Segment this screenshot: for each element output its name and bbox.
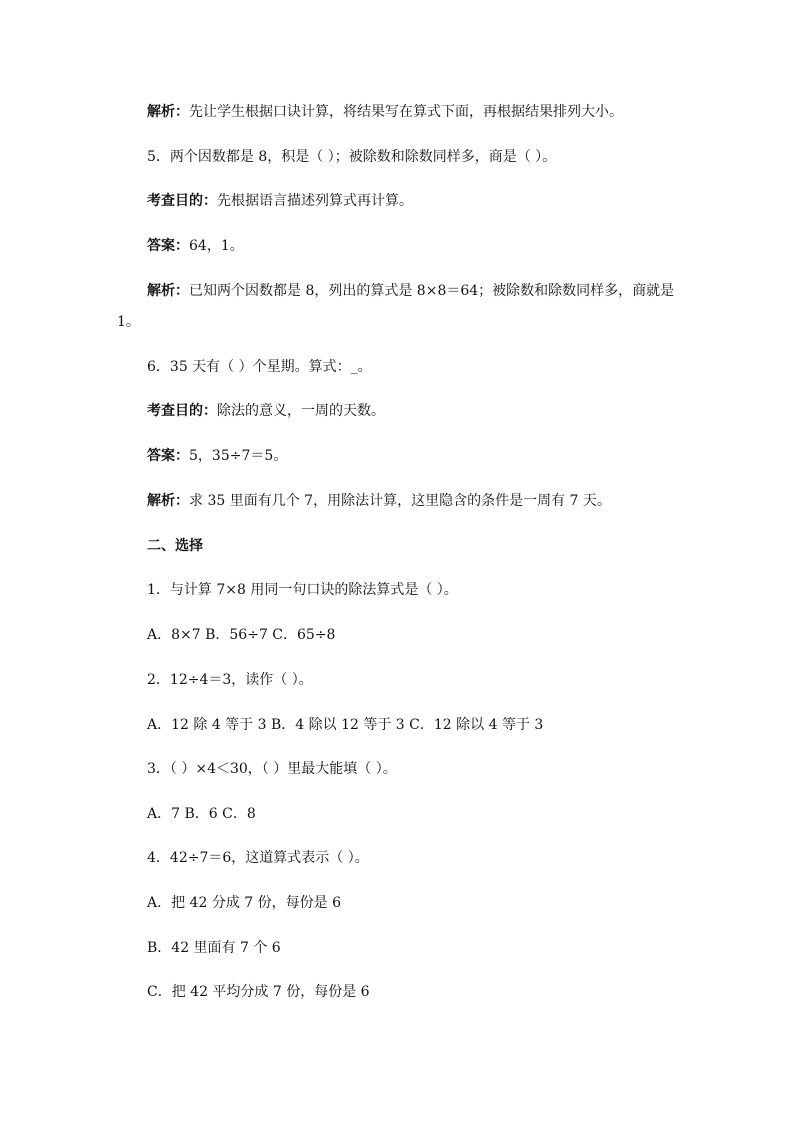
choice-question-1: 1．与计算 7×8 用同一句口诀的除法算式是（ ）。	[147, 582, 458, 598]
analysis-label: 解析：	[147, 283, 189, 299]
analysis-text: 已知两个因数都是 8，列出的算式是 8×8＝64；被除数和除数同样多，商就是	[189, 283, 675, 299]
section-heading-choice: 二、选择	[147, 538, 203, 554]
purpose-text: 先根据语言描述列算式再计算。	[217, 193, 413, 209]
choice-options-1: A．8×7 B．56÷7 C．65÷8	[147, 627, 336, 643]
analysis-label: 解析：	[147, 104, 189, 120]
analysis-5	[147, 282, 707, 300]
choice-options-3: A．7 B．6 C．8	[147, 806, 256, 822]
question-text: 6．35 天有（ ）个星期。算式：_。	[147, 359, 372, 375]
analysis-label: 解析：	[147, 493, 189, 509]
answer-label: 答案：	[147, 238, 189, 254]
analysis-6	[147, 492, 707, 510]
answer-6	[147, 447, 707, 465]
question-text: 5．两个因数都是 8，积是（ ）；被除数和除数同样多，商是（ ）。	[147, 149, 557, 165]
purpose-text: 除法的意义，一周的天数。	[217, 403, 385, 419]
analysis-4	[147, 103, 707, 121]
question-6	[147, 358, 707, 376]
choice-option-4b: B．42 里面有 7 个 6	[147, 940, 281, 956]
purpose-label: 考查目的：	[147, 403, 217, 419]
answer-label: 答案：	[147, 448, 189, 464]
choice-option-4a: A．把 42 分成 7 份，每份是 6	[147, 895, 341, 911]
answer-text: 64，1。	[189, 238, 244, 254]
answer-5	[147, 237, 707, 255]
answer-text: 5，35÷7＝5。	[189, 448, 288, 464]
choice-options-2: A．12 除 4 等于 3 B．4 除以 12 等于 3 C．12 除以 4 等于 3	[147, 717, 544, 733]
analysis-text: 求 35 里面有几个 7，用除法计算，这里隐含的条件是一周有 7 天。	[189, 493, 611, 509]
purpose-6	[147, 402, 707, 420]
choice-question-2: 2．12÷4＝3，读作（ ）。	[147, 672, 313, 688]
analysis-text-continued: 1。	[117, 314, 140, 330]
question-5	[147, 148, 707, 166]
choice-question-3: 3．（ ）×4＜30，（ ）里最大能填（ ）。	[147, 761, 397, 777]
analysis-5-continued	[117, 313, 677, 331]
purpose-label: 考查目的：	[147, 193, 217, 209]
choice-option-4c: C．把 42 平均分成 7 份，每份是 6	[147, 984, 370, 1000]
analysis-text: 先让学生根据口诀计算，将结果写在算式下面，再根据结果排列大小。	[189, 104, 623, 120]
choice-question-4: 4．42÷7＝6，这道算式表示（ ）。	[147, 850, 369, 866]
purpose-5	[147, 192, 707, 210]
